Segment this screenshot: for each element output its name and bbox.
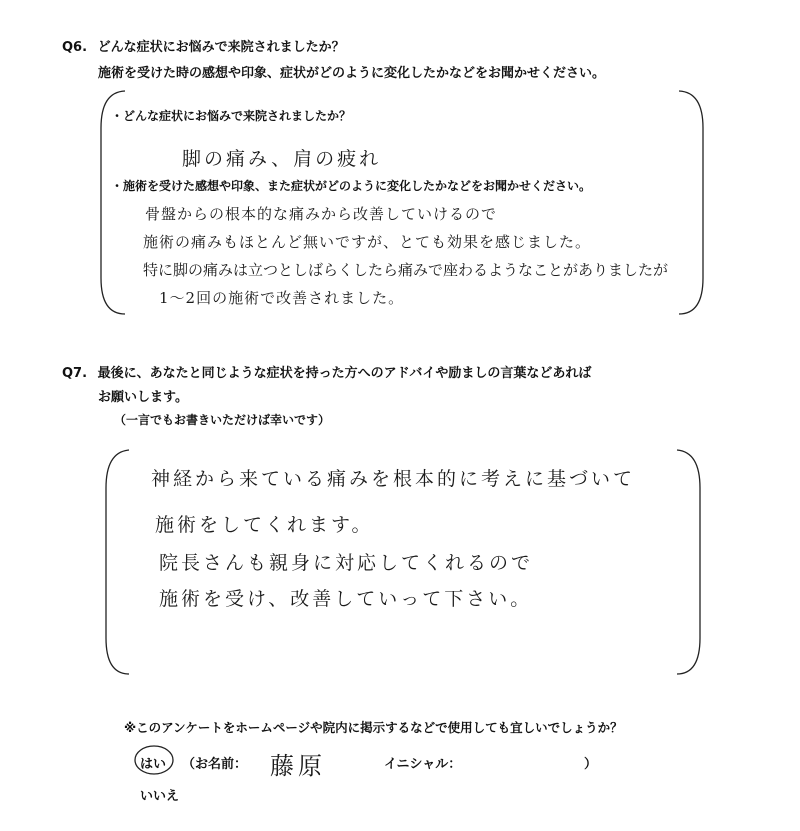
q6-prompt-impression: ・施術を受けた感想や印象、また症状がどのように変化したかなどをお聞かせください。 (111, 179, 592, 193)
consent-yes-label: はい (140, 757, 167, 772)
yes-circle-mark (132, 743, 182, 777)
q7-note: （一言でもお書きいただけば幸いです） (114, 413, 331, 427)
q6-answer-line-1: 骨盤からの根本的な痛みから改善していけるので (145, 205, 498, 223)
q6-answer-line-4: 1～2回の施術で改善されました。 (159, 289, 405, 307)
name-value[interactable]: 藤原 (270, 752, 326, 780)
q6-answer-line-2: 施術の痛みもほとんど無いですが、とても効果を感じました。 (143, 233, 592, 251)
q7-answer-box (103, 446, 703, 678)
q6-question (62, 36, 345, 55)
q7-answer-line-1: 神経から来ている痛みを根本的に考えに基づいて (151, 468, 636, 490)
publish-consent-question: ※このアンケートをホームページや院内に掲示するなどで使用しても宜しいでしょうか？ (124, 720, 623, 735)
q6-number: Q6. (62, 40, 88, 55)
name-label: （お名前： (182, 757, 248, 772)
q7-answer-line-4: 施術を受け、改善していって下さい。 (159, 588, 533, 610)
q6-answer-line-3: 特に脚の痛みは立つとしばらくしたら痛みで座わるようなことがありましたが (143, 261, 669, 279)
q7-question (62, 362, 591, 381)
q6-answer-symptom: 脚の痛み、肩の疲れ (182, 148, 382, 170)
q6-question-text: どんな症状にお悩みで来院されましたか？ (97, 40, 345, 55)
q7-number: Q7. (62, 366, 88, 381)
q7-question-text: 最後に、あなたと同じような症状を持った方へのアドバイや励ましの言葉などあれば (97, 366, 592, 381)
close-paren: ） (584, 757, 598, 772)
consent-no-option[interactable]: いいえ (140, 789, 180, 804)
q6-prompt-symptom: ・どんな症状にお悩みで来院されましたか？ (111, 109, 352, 123)
q7-question-line2: お願いします。 (98, 390, 188, 405)
initial-label: イニシャル： (384, 757, 462, 772)
q7-answer-line-2: 施術をしてくれます。 (155, 514, 374, 536)
q7-answer-line-3: 院長さんも親身に対応してくれるので (159, 552, 534, 574)
q6-subquestion: 施術を受けた時の感想や印象、症状がどのように変化したかなどをお聞かせください。 (98, 66, 606, 81)
q6-answer-box (97, 88, 707, 318)
